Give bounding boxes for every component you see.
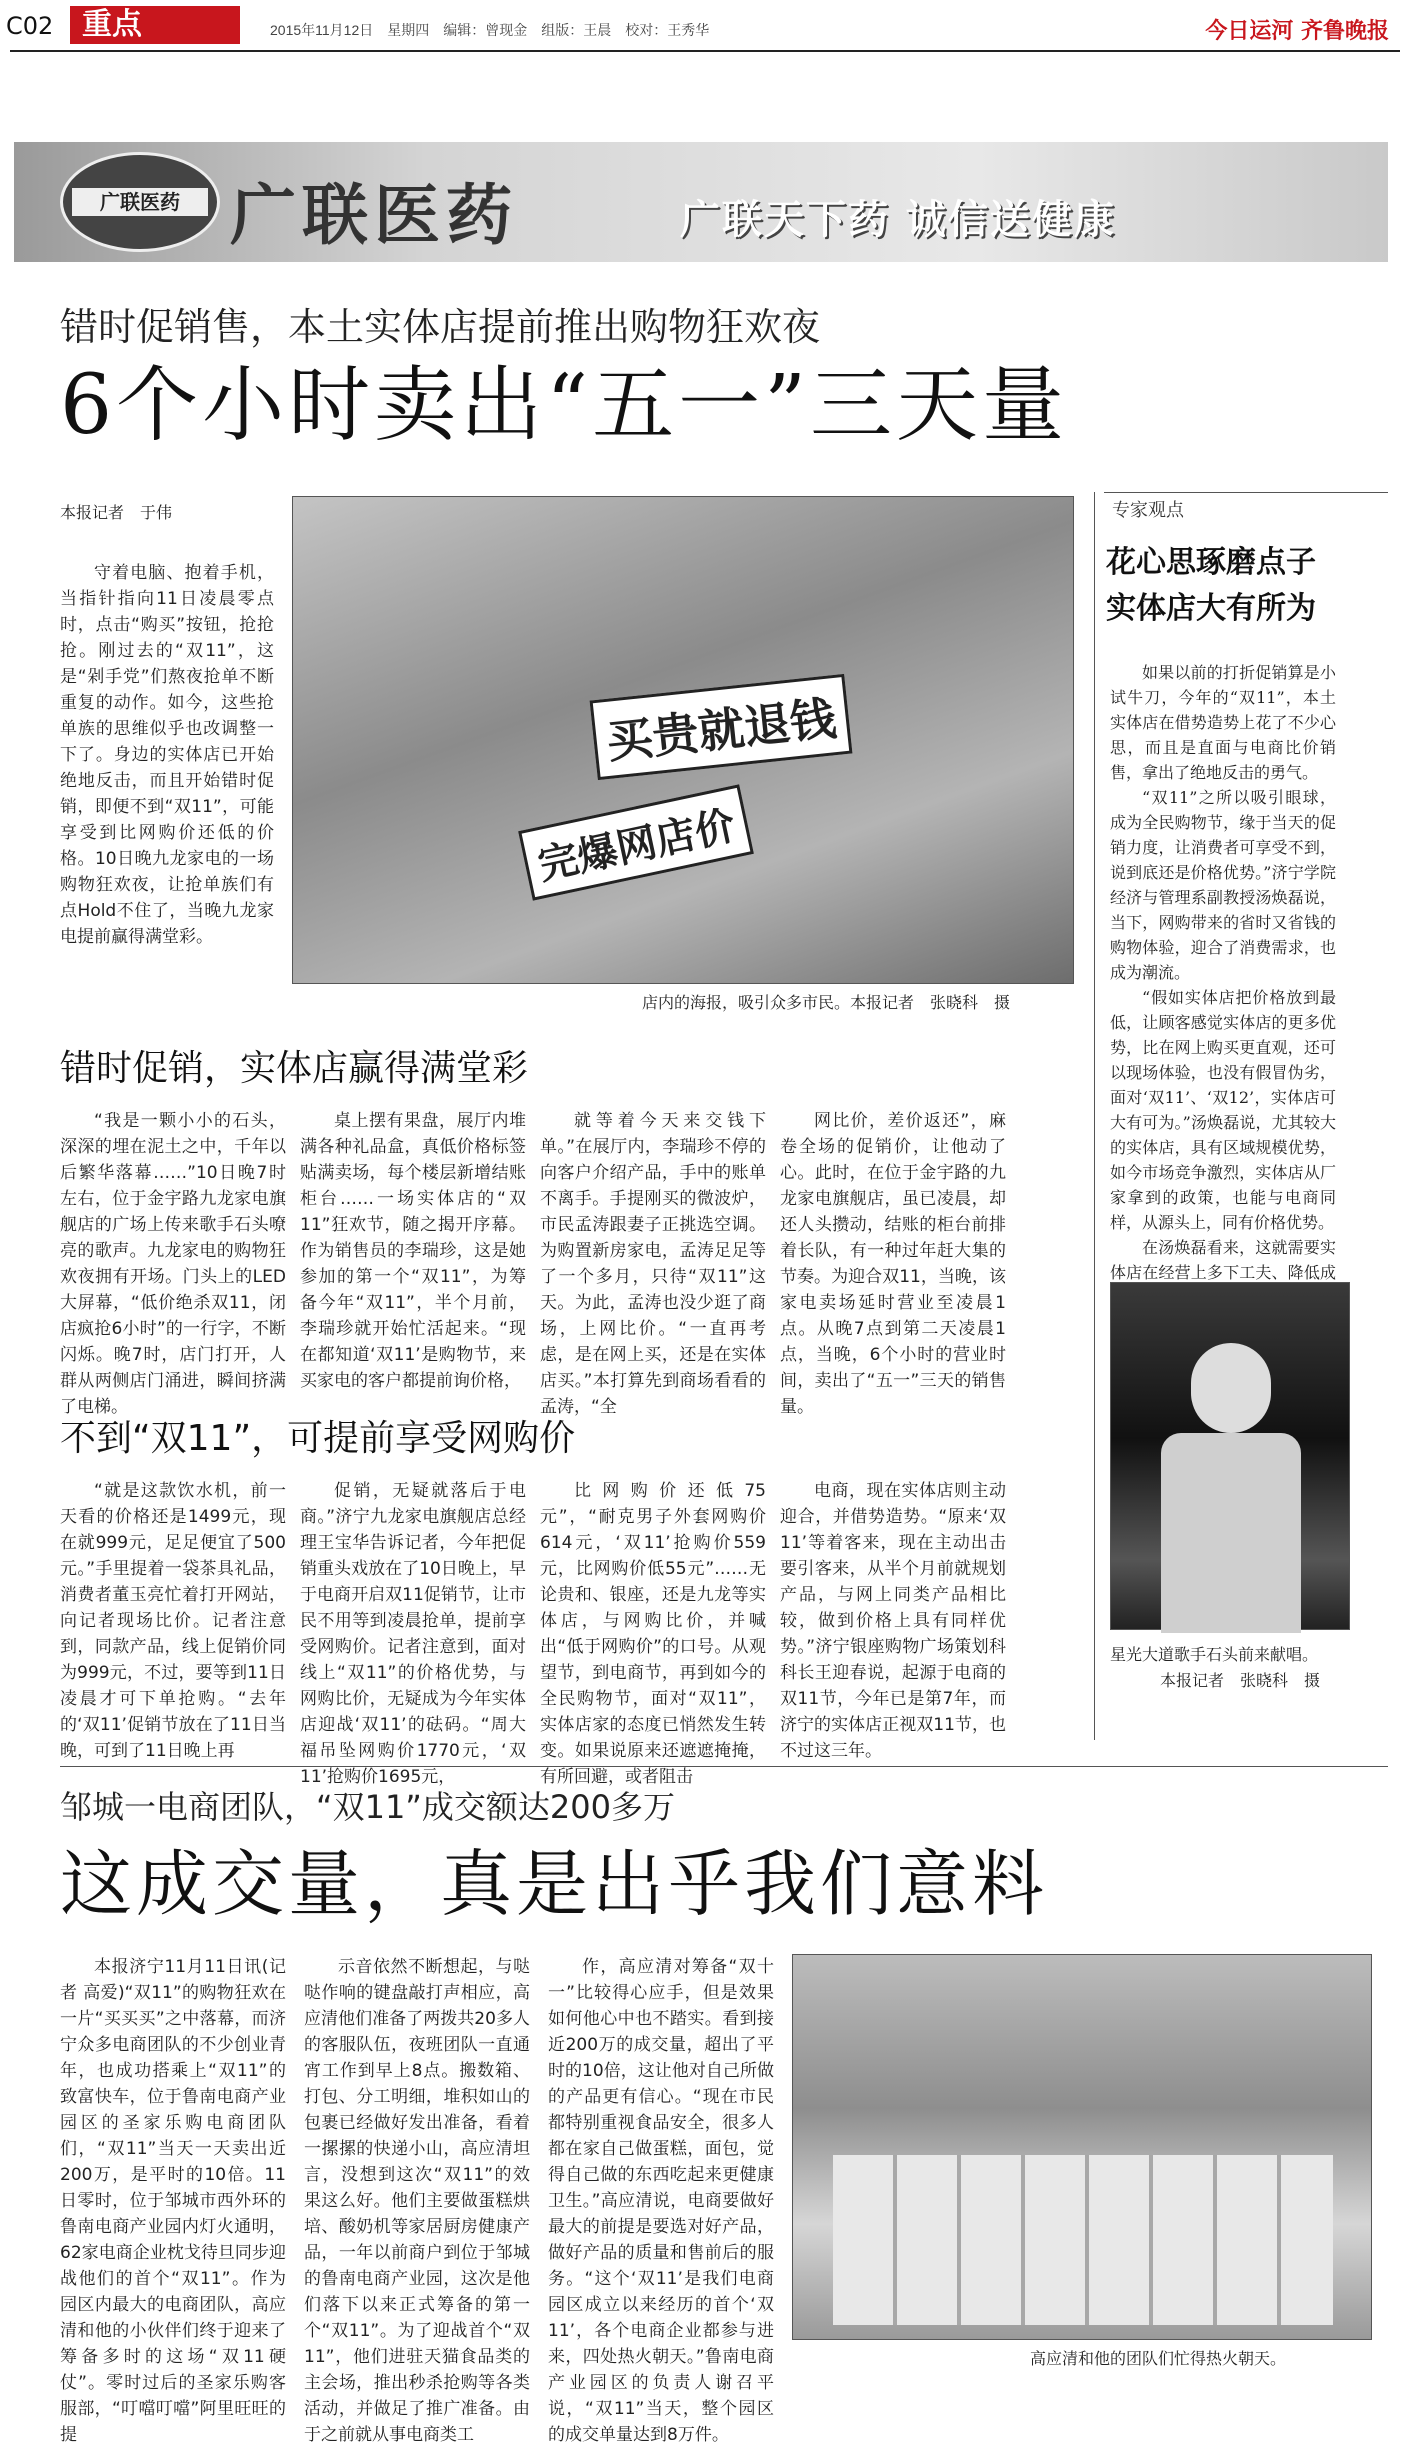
paragraph: 示音依然不断想起，与哒哒作响的键盘敲打声相应，高应清他们准备了两拨共20多人的客服队伍，夜班团队一直通宵工作到早上8点。搬数箱、打包、分工明细，堆积如山的包裹已经做好发出准备，看着一摞摞的快递小山，高应清坦言，没想到这次“双11”的效果这么好。他们主要做蛋糕烘培、酸奶机等家居厨房健康产品，一年以前商户到位于邹城的鲁南电商产业园，这次是他们落下以来正式筹备的第一个“双11”。为了迎战首个“双11”，他们进驻天猫食品类的主会场，推出秒杀抢购等各类活动，并做足了推广准备。由于之前就从事电商类工 xyxy=(304,1957,530,2445)
paragraph: “假如实体店把价格放到最低，让顾客感觉实体店的更多优势，比在网上购买更直观，还可以现场体验，也没有假冒伪劣，面对‘双11’、‘双12’，实体店可大有可为。”汤焕磊说，尤其较大的实体店，具有区域规模优势，如今市场竞争激烈，实体店从厂家拿到的政策，也能与电商同样，从源头上，同有价格优势。 xyxy=(1110,988,1336,1232)
sub2-column-4 xyxy=(780,1478,1006,1761)
story1-byline: 本报记者 于伟 xyxy=(60,505,173,522)
paragraph: 就等着今天来交钱下单。”在展厅内，李瑞珍不停的向客户介绍产品，手中的账单不离手。手提刚买的微波炉，市民孟涛跟妻子正挑选空调。为购置新房家电，孟涛足足等了一个多月，只待“双11”这天。为此，孟涛也没少逛了商场，上网比价。“一直再考虑，是在网上买，还是在实体店买。”本打算先到商场看看的孟涛，“全 xyxy=(540,1111,766,1417)
banner-company-name: 广联医药 xyxy=(230,176,518,254)
story2-column-2 xyxy=(304,1954,530,2445)
sub1-column-4 xyxy=(780,1108,1006,1417)
story2-column-3 xyxy=(548,1954,774,2445)
store-interior-photo xyxy=(292,496,1074,984)
page-number: C02 xyxy=(6,12,54,40)
paragraph: 促销，无疑就落后于电商。”济宁九龙家电旗舰店总经理王宝华告诉记者，今年把促销重头戏放在了10日晚上，早于电商开启双11促销节，让市民不用等到凌晨抢单，提前享受网购价。记者注意到，面对线上“双11”的价格优势，与网购比价，无疑成为今年实体店迎战‘双11’的砝码。“周大福吊坠网购价1770元，‘双11’抢购价1695元， xyxy=(300,1481,526,1787)
packaging-photo-caption: 高应清和他的团队们忙得热火朝天。 xyxy=(1030,2351,1287,2368)
story2-kicker: 邹城一电商团队，“双11”成交额达200多万 xyxy=(60,1788,675,1826)
section-label: 重点 xyxy=(70,6,240,44)
story2-headline: 这成交量，真是出乎我们意料 xyxy=(60,1842,1049,1926)
story2-column-1 xyxy=(60,1954,286,2445)
newspaper-brand: 今日运河 齐鲁晚报 xyxy=(1205,18,1389,44)
story1-subhead-2: 不到“双11”，可提前享受网购价 xyxy=(60,1418,576,1459)
paragraph: “就是这款饮水机，前一天看的价格还是1499元，现在就999元，足足便宜了500元。”手里提着一袋茶具礼品，消费者董玉亮忙着打开网站，向记者现场比价。记者注意到，同款产品，线上促销价同为999元，不过，要等到11日凌晨才可下单抢购。“去年的‘双11’促销节放在了11日当晚，可到了11日晚上再 xyxy=(60,1481,286,1761)
paragraph: 本报济宁11月11日讯(记者 高爱)“双11”的购物狂欢在一片“买买买”之中落幕，而济宁众多电商团队的不少创业青年，也成功搭乘上“双11”的致富快车，位于鲁南电商产业园区的圣家乐购电商团队们，“双11”当天一天卖出近200万，是平时的10倍。11日零时，位于邹城市西外环的鲁南电商产业园内灯火通明，62家电商企业枕戈待旦同步迎战他们的首个“双11”。作为园区内最大的电商团队，高应清和他的小伙伴们终于迎来了筹备多时的这场“双11硬仗”。零时过后的圣家乐购客服部，“叮噹叮噹”阿里旺旺的提 xyxy=(60,1957,286,2445)
paragraph: 桌上摆有果盘，展厅内堆满各种礼品盒，真低价格标签贴满卖场，每个楼层新增结账柜台……一场实体店的“双11”狂欢节，随之揭开序幕。作为销售员的李瑞珍，这是她参加的第一个“双11”，为筹备今年“双11”，半个月前，李瑞珍就开始忙活起来。“现在都知道‘双11’是购物节，来买家电的客户都提前询价格， xyxy=(300,1111,526,1391)
sub2-column-1 xyxy=(60,1478,286,1761)
story1-lead: 守着电脑、抱着手机，当指针指向11日凌晨零点时，点击“购买”按钮，抢抢抢。刚过去的“双11”，这是“剁手党”们熬夜抢单不断重复的动作。如今，这些抢单族的思维似乎也改调整一下了。身边的实体店已开始绝地反击，而且开始错时促销，即便不到“双11”，可能享受到比网购价还低的价格。10日晚九龙家电的一场购物狂欢夜，让抢单族们有点Hold不住了，当晚九龙家电提前赢得满堂彩。 xyxy=(60,563,274,947)
sub1-column-1 xyxy=(60,1108,286,1417)
story1-headline: 6个小时卖出“五一”三天量 xyxy=(60,358,1069,453)
story1-subhead-1: 错时促销，实体店赢得满堂彩 xyxy=(60,1048,529,1089)
singer-photo xyxy=(1110,1282,1350,1630)
singer-photo-credit: 本报记者 张晓科 摄 xyxy=(1160,1673,1321,1690)
column-divider xyxy=(1094,492,1095,1740)
sidebar-rule xyxy=(1104,492,1388,493)
section-divider xyxy=(60,1766,1388,1767)
sub1-column-3 xyxy=(540,1108,766,1417)
issue-meta: 2015年11月12日 星期四 编辑：曾现金 组版：王晨 校对：王秀华 xyxy=(270,22,710,38)
sub1-column-2 xyxy=(300,1108,526,1391)
paragraph: 在汤焕磊看来，这就需要实体店在经营上多下工夫、降低成 xyxy=(1110,1238,1336,1282)
banner-slogan: 广联天下药 诚信送健康 xyxy=(680,197,1116,243)
logo-text: 广联医药 xyxy=(72,188,208,216)
singer-photo-caption: 星光大道歌手石头前来献唱。 xyxy=(1110,1647,1319,1664)
paragraph: “我是一颗小小的石头，深深的埋在泥土之中，千年以后繁华落幕……”10日晚7时左右，位于金宇路九龙家电旗舰店的广场上传来歌手石头嘹亮的歌声。九龙家电的购物狂欢夜拥有开场。门头上的LED大屏幕，“低价绝杀双11，闭店疯抢6小时”的一行字，不断闪烁。晚7时，店门打开，人群从两侧店门涌进，瞬间挤满了电梯。 xyxy=(60,1111,286,1417)
photo-sign: 买贵就退钱 xyxy=(590,674,853,780)
sub2-column-3 xyxy=(540,1478,766,1787)
paragraph: 作，高应清对筹备“双十一”比较得心应手，但是效果如何他心中也不踏实。看到接近200万的成交量，超出了平时的10倍，这让他对自己所做的产品更有信心。“现在市民都特别重视食品安全，很多人都在家自己做蛋糕，面包，觉得自己做的东西吃起来更健康卫生。”高应清说，电商要做好最大的前提是要选对好产品，做好产品的质量和售前后的服务。“这个‘双11’是我们电商园区成立以来经历的首个‘双11’，各个电商企业都参与进来，四处热火朝天。”鲁南电商产业园区的负责人谢召平说，“双11”当天，整个园区的成交单量达到8万件。 xyxy=(548,1957,774,2445)
photo-sign: 完爆网店价 xyxy=(518,784,754,900)
expert-headline: 花心思琢磨点子 实体店大有所为 xyxy=(1106,545,1346,626)
paragraph: 比网购价还低75元”，“耐克男子外套网购价614元，‘双11’抢购价559元，比网购价低55元”……无论贵和、银座，还是九龙等实体店，与网购比价，并喊出“低于网购价”的口号。从观望节，到电商节，再到如今的全民购物节，面对“双11”，实体店家的态度已悄然发生转变。如果说原来还遮遮掩掩，有所回避，或者阻击 xyxy=(540,1481,766,1787)
story1-lead-column xyxy=(60,560,274,980)
paragraph: 如果以前的打折促销算是小试牛刀，今年的“双11”，本土实体店在借势造势上花了不少心思，而且是直面与电商比价销售，拿出了绝地反击的勇气。 xyxy=(1110,663,1336,782)
paragraph: 电商，现在实体店则主动迎合，并借势造势。“原来‘双11’等着客来，现在主动出击要引客来，从半个月前就规划产品，与网上同类产品相比较，做到价格上具有同样优势。”济宁银座购物广场策划科科长王迎春说，起源于电商的双11节，今年已是第7年，而济宁的实体店正视双11节，也不过这三年。 xyxy=(780,1481,1006,1761)
paragraph: 网比价，差价返还”，麻卷全场的促销价，让他动了心。此时，在位于金宇路的九龙家电旗舰店，虽已凌晨，却还人头攒动，结账的柜台前排着长队，有一种过年赶大集的节奏。为迎合双11，当晚，该家电卖场延时营业至凌晨1点。从晚7点到第二天凌晨1点，当晚，6个小时的营业时间，卖出了“五一”三天的销售量。 xyxy=(780,1111,1006,1417)
expert-tag: 专家观点 xyxy=(1112,500,1184,520)
sub2-column-2 xyxy=(300,1478,526,1787)
paragraph: “双11”之所以吸引眼球，成为全民购物节，缘于当天的促销力度，让消费者可享受不到，说到底还是价格优势。”济宁学院经济与管理系副教授汤焕磊说，当下，网购带来的省时又省钱的购物体验，迎合了消费需求，也成为潮流。 xyxy=(1110,788,1336,982)
packaging-team-photo xyxy=(792,1954,1372,2340)
story1-kicker: 错时促销售，本土实体店提前推出购物狂欢夜 xyxy=(60,305,821,349)
expert-column xyxy=(1110,660,1336,1282)
store-photo-caption: 店内的海报，吸引众多市民。本报记者 张晓科 摄 xyxy=(642,995,1011,1012)
